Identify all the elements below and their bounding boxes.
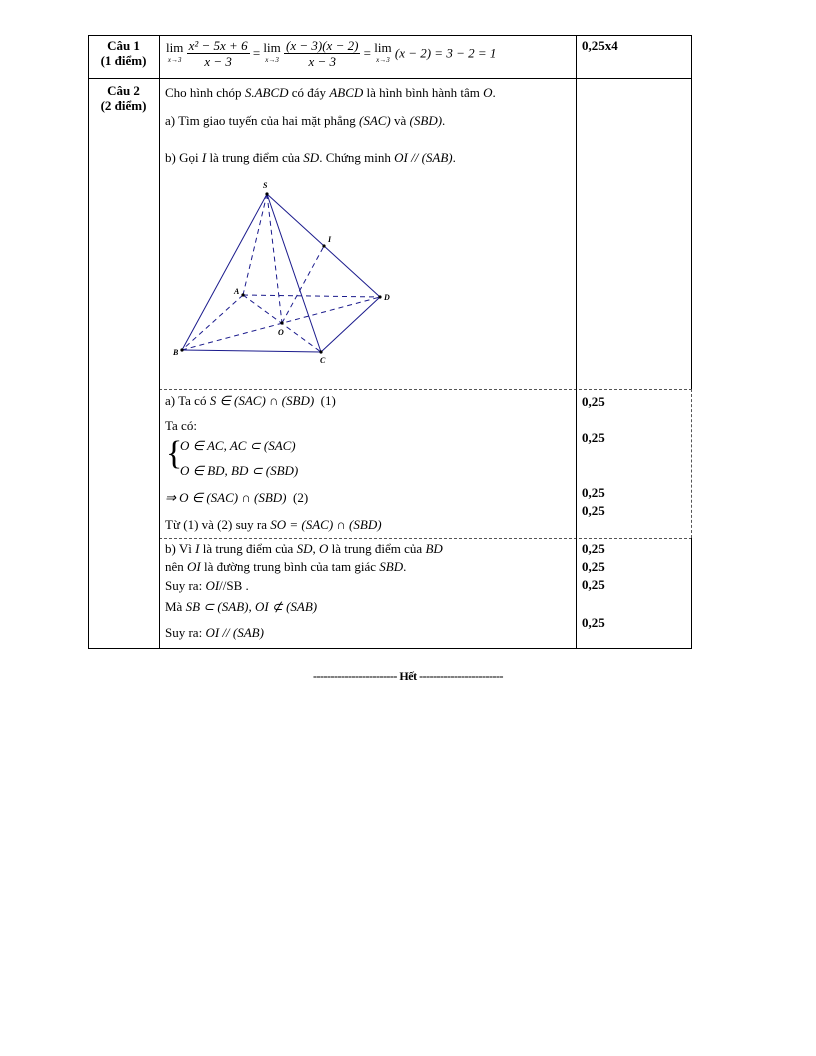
system-eq-1: O ∈ AC, AC ⊂ (SAC)	[180, 438, 296, 453]
answer-b-score-4: 0,25	[582, 615, 605, 630]
answer-table: Câu 1 (1 điểm) lim x→3 $\frac{\text{x² − 5x + 6}}{x - 3}$ = lim x→3 $\frac{(x - 3)(x - 2)}{x - 3}$ = lim x→3 (x − 2) = 3 − 2 = 1 0,25x4 Câu 2 (2 điểm) Cho hình chóp S.ABCD có đáy ABCD là hình bình hành tâm O. a) Tìm giao tuyến của hai mặt phẳng (SAC) và (SBD). b) Gọi I là trung điểm của SD. Chứng minh OI // (SAB). S I A D O B C a) Ta có S ∈ (SAC) ∩ (SBD) (1) Ta có: { O ∈ AC, AC ⊂ (SAC) O ∈ BD, BD ⊂ (SBD) ⇒ O ∈ (SAC) ∩ (SBD) (2) Từ (1) và (2) suy ra SO = (SAC) ∩ (SBD) 0,25 0,25 0,25 0,25 b) Vì I là trung điểm của SD, O là trung điểm của BD nên OI là đường trung bình của tam giác SBD. Suy ra: OI//SB . Mà SB ⊂ (SAB), OI ⊄ (SAB) Suy ra: OI // (SAB) 0,25 0,25 0,25 0,25	[88, 35, 692, 649]
dashed-divider-b	[159, 538, 692, 539]
end-marker: ------------------------ Hết ------------------------	[313, 669, 503, 683]
answer-b-line-1: b) Vì I là trung điểm của SD, O là trung điểm của BD	[165, 541, 443, 556]
answer-a-line-3: ⇒ O ∈ (SAC) ∩ (SBD) (2)	[165, 490, 309, 505]
lim-2: lim x→3	[263, 39, 281, 64]
question-2-label	[88, 83, 159, 113]
table-right-border-lower	[691, 538, 692, 649]
question-1-title: Câu 1	[107, 38, 140, 53]
label-C: C	[320, 356, 326, 365]
lim-3: lim x→3	[374, 39, 392, 64]
pyramid-figure	[168, 180, 398, 370]
answer-a-score-2: 0,25	[582, 430, 605, 445]
question-2-title: Câu 2	[107, 83, 140, 98]
table-bottom-border	[88, 648, 692, 649]
answer-a-line-4: Từ (1) và (2) suy ra SO = (SAC) ∩ (SBD)	[165, 517, 382, 532]
answer-b-line-2: nên OI là đường trung bình của tam giác SBD.	[165, 559, 407, 574]
question-1-points: (1 điểm)	[100, 53, 147, 68]
label-A: A	[234, 287, 240, 296]
answer-a-line-1: a) Ta có S ∈ (SAC) ∩ (SBD) (1)	[165, 393, 336, 408]
label-S: S	[263, 181, 268, 190]
answer-b-score-3: 0,25	[582, 577, 605, 592]
answer-a-score-3: 0,25	[582, 485, 605, 500]
problem-part-b: b) Gọi I là trung điểm của SD. Chứng minh OI // (SAB).	[165, 150, 456, 165]
answer-b-line-3: Suy ra: OI//SB .	[165, 578, 249, 593]
row-divider	[88, 78, 692, 79]
answer-b-score-2: 0,25	[582, 559, 605, 574]
answer-b-line-5: Suy ra: OI // (SAB)	[165, 625, 264, 640]
answer-a-line-2: Ta có:	[165, 418, 197, 433]
table-right-border	[691, 35, 692, 389]
column-divider-1	[159, 35, 160, 649]
table-right-border-dashed	[691, 389, 692, 538]
answer-b-line-4: Mà SB ⊂ (SAB), OI ⊄ (SAB)	[165, 599, 318, 614]
lim-1: lim x→3	[166, 39, 184, 64]
answer-a-score-1: 0,25	[582, 394, 605, 409]
edge-SB	[182, 194, 267, 350]
column-divider-2	[576, 35, 577, 649]
question-1-limit: lim x→3 $\frac{\text{x² − 5x + 6}}{x - 3}$ = lim x→3 $\frac{(x - 3)(x - 2)}{x - 3}$ = lim x→3 (x − 2) = 3 − 2 = 1	[166, 38, 497, 69]
system-eq-2: O ∈ BD, BD ⊂ (SBD)	[180, 463, 299, 478]
label-O: O	[278, 328, 284, 337]
dashed-divider-a	[159, 389, 692, 390]
edge-AD	[243, 295, 380, 297]
edge-SO	[267, 194, 282, 323]
label-B: B	[173, 348, 179, 357]
label-D: D	[384, 293, 390, 302]
answer-b-score-1: 0,25	[582, 541, 605, 556]
problem-intro: Cho hình chóp S.ABCD có đáy ABCD là hình bình hành tâm O.	[165, 85, 496, 100]
question-2-points: (2 điểm)	[100, 98, 147, 113]
fraction-1: $\frac{\text{x² − 5x + 6}}{x - 3}$	[188, 38, 248, 69]
limit-result: (x − 2) = 3 − 2 = 1	[394, 45, 497, 61]
table-left-border	[88, 35, 89, 649]
edge-BC	[182, 350, 321, 352]
question-1-label	[88, 38, 159, 68]
problem-part-a: a) Tìm giao tuyến của hai mặt phẳng (SAC) và (SBD).	[165, 113, 446, 128]
answer-a-score-4: 0,25	[582, 503, 605, 518]
fraction-2: $\frac{(x - 3)(x - 2)}{x - 3}$	[286, 38, 359, 69]
question-1-score: 0,25x4	[582, 38, 618, 53]
edge-SC	[267, 194, 321, 352]
table-top-border	[88, 35, 692, 36]
edge-SA	[243, 194, 267, 295]
label-I: I	[328, 235, 332, 244]
